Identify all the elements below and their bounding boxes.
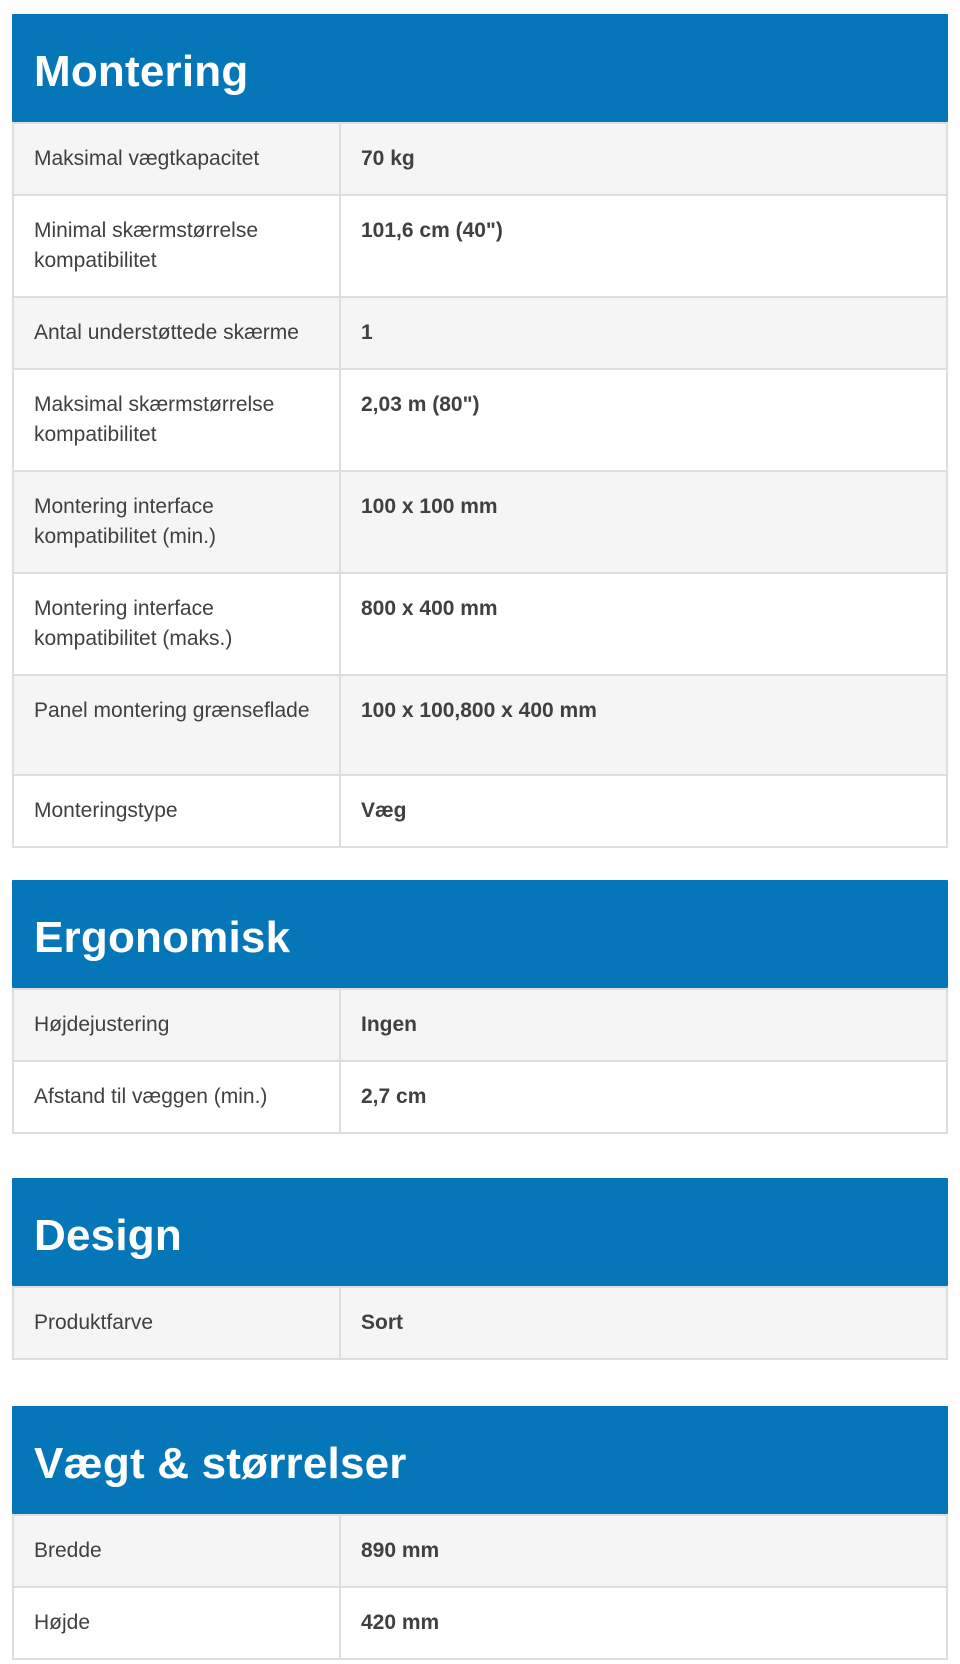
table-row: [13, 573, 947, 675]
spec-label: Montering interface kompatibilitet (min.): [13, 471, 340, 573]
spec-value: Ingen: [340, 989, 947, 1061]
spec-label: Højde: [13, 1587, 340, 1659]
section-title: Montering: [34, 47, 249, 96]
spec-value: Væg: [340, 775, 947, 847]
spec-value: 1: [340, 297, 947, 369]
table-row: [13, 297, 947, 369]
section-header: [12, 1406, 948, 1514]
spec-value: Sort: [340, 1287, 947, 1359]
table-row: [13, 775, 947, 847]
table-row: [13, 369, 947, 471]
section-title: Ergonomisk: [34, 913, 291, 962]
spec-label: Afstand til væggen (min.): [13, 1061, 340, 1133]
table-row: [13, 471, 947, 573]
spec-table: [12, 122, 948, 848]
table-row: [13, 195, 947, 297]
spec-value: 2,03 m (80"): [340, 369, 947, 471]
section-header: [12, 880, 948, 988]
spec-value: 800 x 400 mm: [340, 573, 947, 675]
table-row: [13, 1587, 947, 1659]
spec-value: 100 x 100 mm: [340, 471, 947, 573]
section-title: Vægt & størrelser: [34, 1439, 407, 1488]
section-montering: [12, 14, 948, 848]
spec-label: Maksimal vægtkapacitet: [13, 123, 340, 195]
table-row: [13, 989, 947, 1061]
spec-value: 420 mm: [340, 1587, 947, 1659]
spec-label: Højdejustering: [13, 989, 340, 1061]
spec-value: 100 x 100,800 x 400 mm: [340, 675, 947, 775]
table-row: [13, 1061, 947, 1133]
spec-table: [12, 1514, 948, 1660]
spec-label: Panel montering grænseflade: [13, 675, 340, 775]
spec-label: Antal understøttede skærme: [13, 297, 340, 369]
spec-label: Maksimal skærmstørrelse kompatibilitet: [13, 369, 340, 471]
spec-label: Monteringstype: [13, 775, 340, 847]
table-row: [13, 1287, 947, 1359]
spec-value: 101,6 cm (40"): [340, 195, 947, 297]
table-row: [13, 1515, 947, 1587]
spec-label: Montering interface kompatibilitet (maks.): [13, 573, 340, 675]
section-vaegt-stoerrelser: [12, 1406, 948, 1660]
section-header: [12, 1178, 948, 1286]
spec-value: 890 mm: [340, 1515, 947, 1587]
spec-value: 70 kg: [340, 123, 947, 195]
section-header: [12, 14, 948, 122]
table-row: [13, 123, 947, 195]
spec-table: [12, 988, 948, 1134]
spec-value: 2,7 cm: [340, 1061, 947, 1133]
section-title: Design: [34, 1211, 182, 1260]
section-ergonomisk: [12, 880, 948, 1134]
table-row: [13, 675, 947, 775]
section-design: [12, 1178, 948, 1360]
spec-label: Bredde: [13, 1515, 340, 1587]
spec-label: Minimal skærmstørrelse kompatibilitet: [13, 195, 340, 297]
spec-table: [12, 1286, 948, 1360]
spec-label: Produktfarve: [13, 1287, 340, 1359]
